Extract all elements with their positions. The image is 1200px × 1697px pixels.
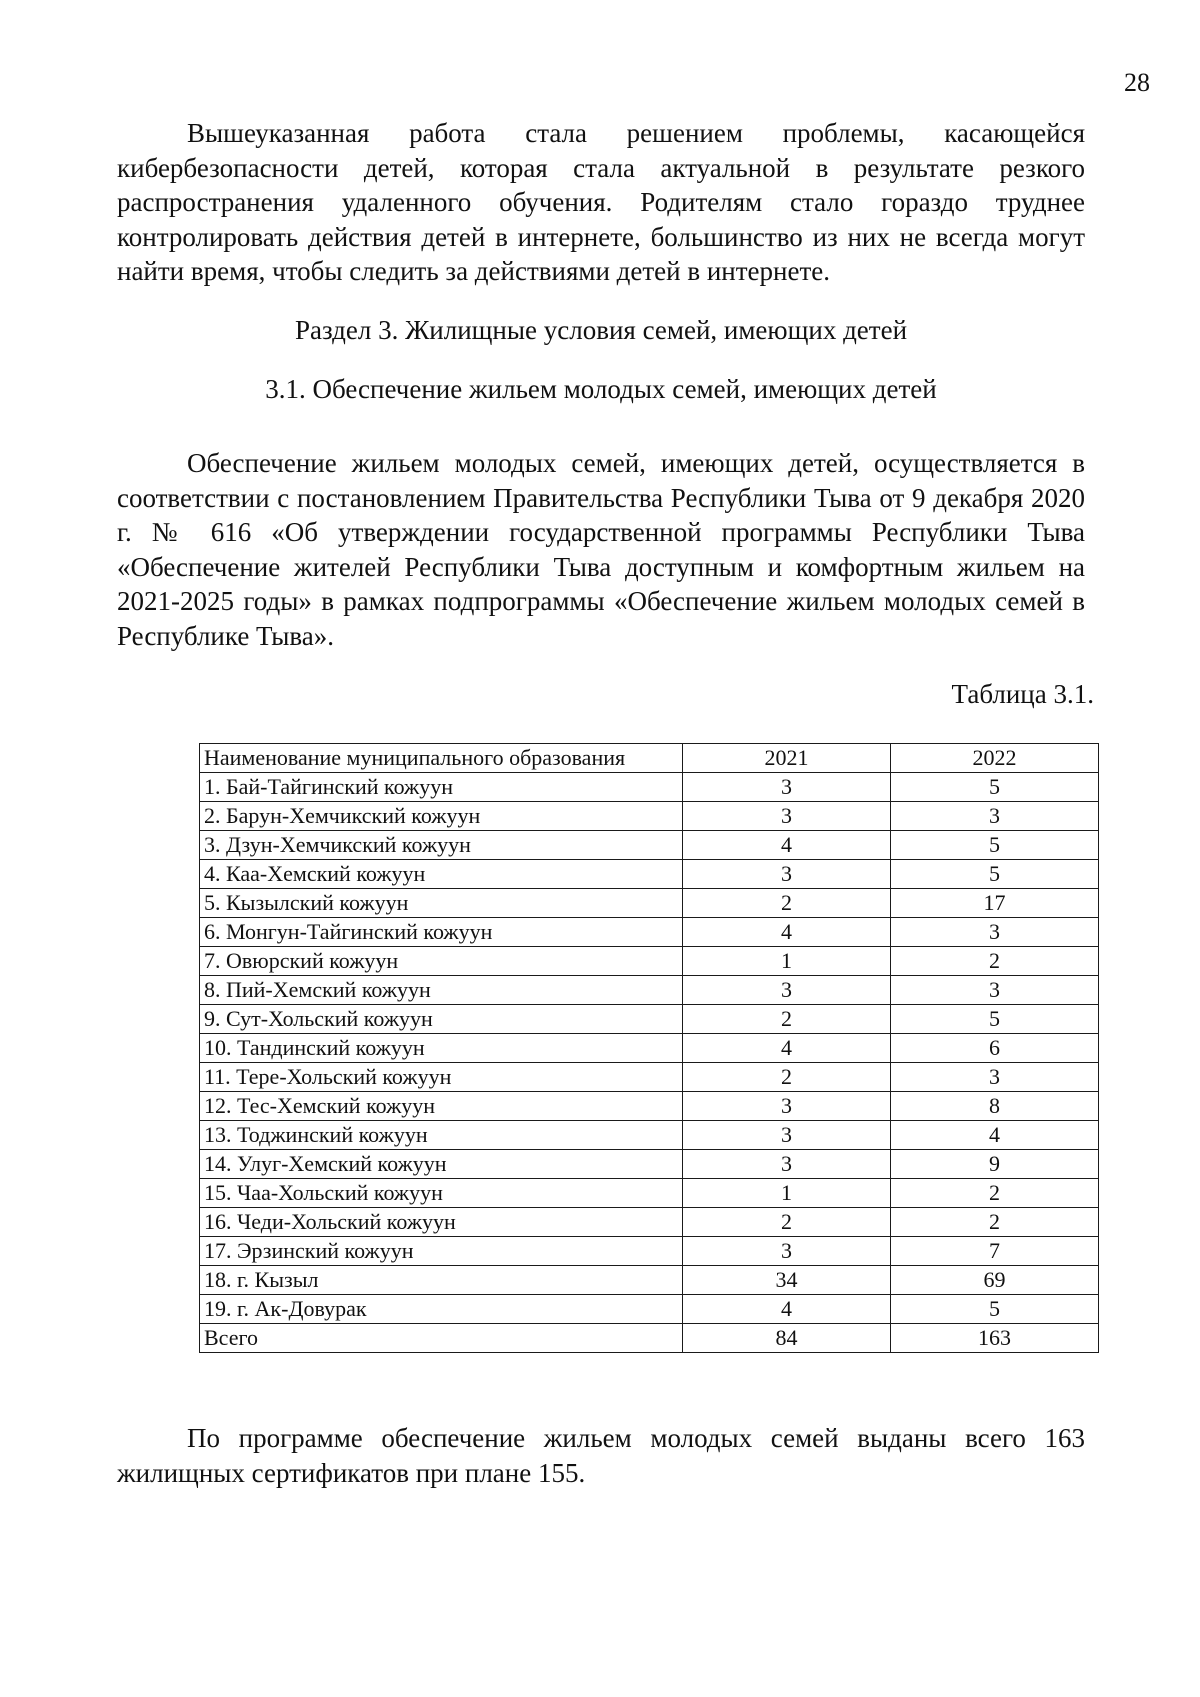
table-row [200, 1237, 1099, 1266]
cell-municipality: 1. Бай-Тайгинский кожуун [200, 773, 683, 802]
cell-municipality: 17. Эрзинский кожуун [200, 1237, 683, 1266]
table-row [200, 889, 1099, 918]
table-row [200, 773, 1099, 802]
cell-municipality: 9. Сут-Хольский кожуун [200, 1005, 683, 1034]
table-row [200, 1208, 1099, 1237]
cell-municipality: 4. Каа-Хемский кожуун [200, 860, 683, 889]
cell-2021: 3 [683, 976, 891, 1005]
subsection-heading: 3.1. Обеспечение жильем молодых семей, имеющих детей [265, 374, 937, 404]
cell-2022: 8 [891, 1092, 1099, 1121]
cell-2021: 84 [683, 1324, 891, 1353]
cell-2021: 1 [683, 947, 891, 976]
header-2022: 2022 [891, 744, 1099, 773]
cell-2022: 2 [891, 947, 1099, 976]
cell-2022: 9 [891, 1150, 1099, 1179]
table-row [200, 918, 1099, 947]
cell-municipality: Всего [200, 1324, 683, 1353]
cell-2022: 2 [891, 1179, 1099, 1208]
cell-2021: 3 [683, 773, 891, 802]
table-row [200, 860, 1099, 889]
cell-2022: 17 [891, 889, 1099, 918]
cell-municipality: 5. Кызылский кожуун [200, 889, 683, 918]
cell-2022: 3 [891, 976, 1099, 1005]
cell-2022: 3 [891, 1063, 1099, 1092]
paragraph-certificates: По программе обеспечение жильем молодых семей выданы всего 163 жилищных сертификатов при плане 155. [117, 1423, 1085, 1488]
table-row [200, 831, 1099, 860]
section-heading: Раздел 3. Жилищные условия семей, имеющих детей [294, 315, 908, 345]
cell-2022: 69 [891, 1266, 1099, 1295]
cell-2022: 2 [891, 1208, 1099, 1237]
cell-2022: 5 [891, 1005, 1099, 1034]
table-row [200, 1179, 1099, 1208]
cell-2022: 5 [891, 831, 1099, 860]
page-number: 28 [1124, 68, 1150, 97]
cell-2021: 3 [683, 802, 891, 831]
header-2021: 2021 [683, 744, 891, 773]
cell-municipality: 15. Чаа-Хольский кожуун [200, 1179, 683, 1208]
cell-2021: 3 [683, 1121, 891, 1150]
paragraph-housing-program: Обеспечение жильем молодых семей, имеющих детей, осуществляется в соответствии с постановлением Правительства Республики Тыва от 9 декабря 2020 г. № 616 «Об утверждении государственной программы Республики Тыва «Обеспечение жителей Республики Тыва доступным и комфортным жильем на 2021-2025 годы» в рамках подпрограммы «Обеспечение жильем молодых семей в Республике Тыва». [117, 448, 1085, 651]
cell-municipality: 6. Монгун-Тайгинский кожуун [200, 918, 683, 947]
cell-2022: 5 [891, 773, 1099, 802]
cell-municipality: 10. Тандинский кожуун [200, 1034, 683, 1063]
cell-municipality: 7. Овюрский кожуун [200, 947, 683, 976]
table-caption: Таблица 3.1. [951, 679, 1094, 709]
table-row [200, 1063, 1099, 1092]
table-header-row [200, 744, 1099, 773]
cell-municipality: 3. Дзун-Хемчикский кожуун [200, 831, 683, 860]
cell-2022: 7 [891, 1237, 1099, 1266]
cell-municipality: 14. Улуг-Хемский кожуун [200, 1150, 683, 1179]
cell-2021: 4 [683, 831, 891, 860]
cell-2021: 3 [683, 1237, 891, 1266]
cell-2022: 6 [891, 1034, 1099, 1063]
cell-municipality: 16. Чеди-Хольский кожуун [200, 1208, 683, 1237]
cell-2022: 5 [891, 860, 1099, 889]
header-municipality: Наименование муниципального образования [200, 744, 683, 773]
cell-2021: 2 [683, 889, 891, 918]
cell-2022: 3 [891, 802, 1099, 831]
cell-2022: 163 [891, 1324, 1099, 1353]
cell-2022: 5 [891, 1295, 1099, 1324]
table-row [200, 1034, 1099, 1063]
cell-2021: 2 [683, 1005, 891, 1034]
table-row [200, 1005, 1099, 1034]
cell-2022: 3 [891, 918, 1099, 947]
cell-municipality: 18. г. Кызыл [200, 1266, 683, 1295]
cell-2021: 1 [683, 1179, 891, 1208]
cell-2021: 3 [683, 860, 891, 889]
cell-2021: 34 [683, 1266, 891, 1295]
cell-2021: 2 [683, 1208, 891, 1237]
cell-municipality: 2. Барун-Хемчикский кожуун [200, 802, 683, 831]
cell-municipality: 8. Пий-Хемский кожуун [200, 976, 683, 1005]
cell-municipality: 13. Тоджинский кожуун [200, 1121, 683, 1150]
cell-2022: 4 [891, 1121, 1099, 1150]
cell-2021: 3 [683, 1092, 891, 1121]
cell-municipality: 19. г. Ак-Довурак [200, 1295, 683, 1324]
cell-municipality: 12. Тес-Хемский кожуун [200, 1092, 683, 1121]
table-row [200, 1295, 1099, 1324]
paragraph-cybersecurity: Вышеуказанная работа стала решением проблемы, касающейся кибербезопасности детей, которая стала актуальной в результате резкого распространения удаленного обучения. Родителям стало гораздо труднее контролировать действия детей в интернете, большинство из них не всегда могут найти время, чтобы следить за действиями детей в интернете. [117, 118, 1085, 286]
cell-2021: 4 [683, 1034, 891, 1063]
cell-2021: 4 [683, 1295, 891, 1324]
table-row [200, 1121, 1099, 1150]
cell-2021: 4 [683, 918, 891, 947]
table-row [200, 1150, 1099, 1179]
cell-2021: 2 [683, 1063, 891, 1092]
table-row [200, 802, 1099, 831]
housing-table [199, 743, 1099, 1353]
table-row [200, 1092, 1099, 1121]
table-row [200, 1266, 1099, 1295]
table-row [200, 947, 1099, 976]
table-body [200, 773, 1099, 1353]
table-row [200, 976, 1099, 1005]
cell-2021: 3 [683, 1150, 891, 1179]
table-total-row [200, 1324, 1099, 1353]
cell-municipality: 11. Тере-Хольский кожуун [200, 1063, 683, 1092]
